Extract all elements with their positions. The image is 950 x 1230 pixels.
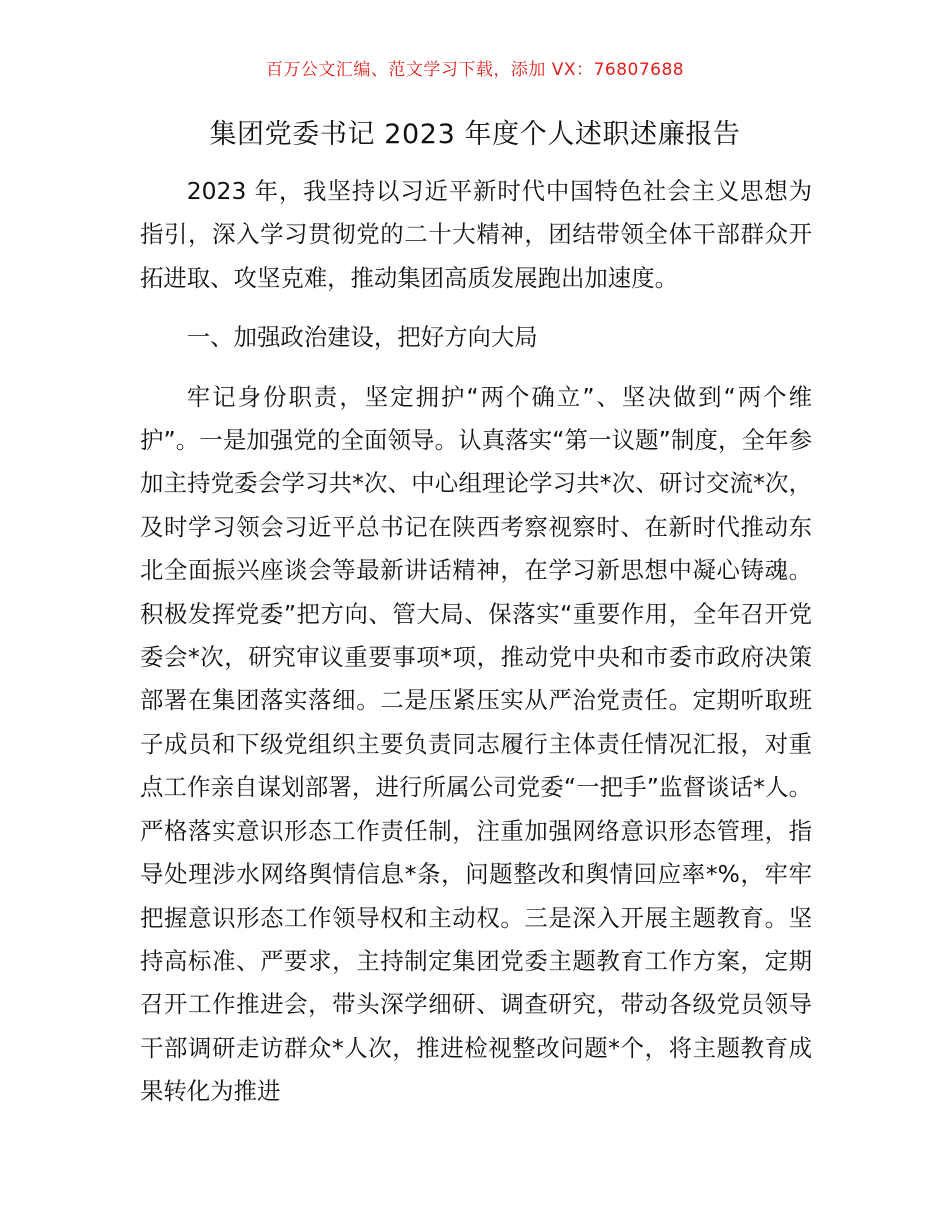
document-title: 集团党委书记 2023 年度个人述职述廉报告 bbox=[209, 119, 741, 150]
section-heading: 一、加强政治建设，把好方向大局 bbox=[186, 323, 538, 352]
document-body bbox=[140, 170, 812, 1114]
body-paragraph: 牢记身份职责，坚定拥护“两个确立”、坚决做到“两个维护”。一是加强党的全面领导。认真落实“第一议题”制度，全年参加主持党委会学习共*次、中心组理论学习共*次、研讨交流*次，及时学习领会习近平总书记在陕西考察视察时、在新时代推动东北全面振兴座谈会等最新讲话精神，在学习新思想中凝心铸魂。积极发挥党委”把方向、管大局、保落实“重要作用，全年召开党委会*次，研究审议重要事项*项，推动党中央和市委市政府决策部署在集团落实落细。二是压紧压实从严治党责任。定期听取班子成员和下级党组织主要负责同志履行主体责任情况汇报，对重点工作亲自谋划部署，进行所属公司党委“一把手”监督谈话*人。严格落实意识形态工作责任制，注重加强网络意识形态管理，指导处理涉水网络舆情信息*条，问题整改和舆情回应率*%，牢牢把握意识形态工作领导权和主动权。三是深入开展主题教育。坚持高标准、严要求，主持制定集团党委主题教育工作方案，定期召开工作推进会，带头深学细研、调查研究，带动各级党员领导干部调研走访群众*人次，推进检视整改问题*个，将主题教育成果转化为推进 bbox=[140, 382, 812, 1106]
watermark-banner: 百万公文汇编、范文学习下载，添加 VX：76807688 bbox=[265, 60, 685, 80]
intro-paragraph: 2023 年，我坚持以习近平新时代中国特色社会主义思想为指引，深入学习贯彻党的二十大精神，团结带领全体干部群众开拓进取、攻坚克难，推动集团高质发展跑出加速度。 bbox=[140, 177, 812, 292]
